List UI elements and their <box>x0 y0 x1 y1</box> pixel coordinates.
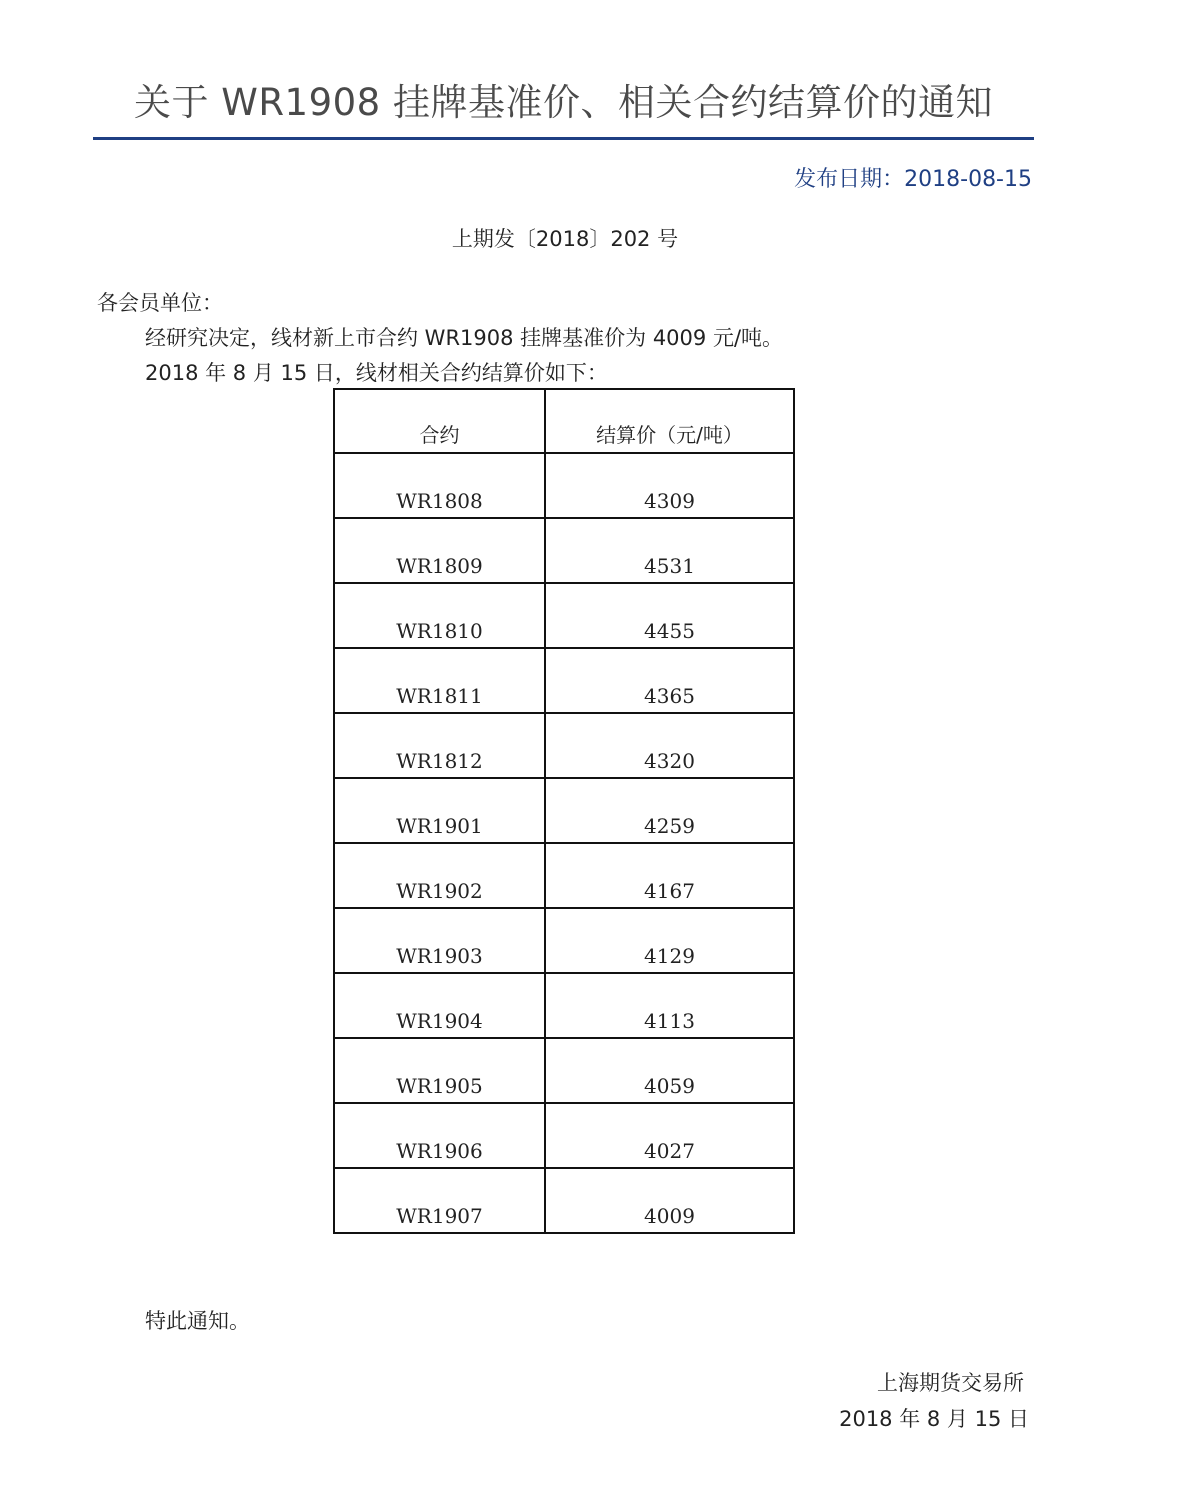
table-row <box>334 908 794 973</box>
price-cell: 4309 <box>545 453 794 518</box>
publish-date: 发布日期：2018-08-15 <box>794 167 1032 192</box>
price-cell: 4167 <box>545 843 794 908</box>
header-settlement-price: 结算价（元/吨） <box>545 389 794 453</box>
price-cell: 4129 <box>545 908 794 973</box>
price-cell: 4259 <box>545 778 794 843</box>
table-row <box>334 778 794 843</box>
salutation: 各会员单位： <box>97 291 223 315</box>
contract-cell: WR1902 <box>334 843 545 908</box>
price-cell: 4009 <box>545 1168 794 1233</box>
table-row <box>334 843 794 908</box>
contract-cell: WR1907 <box>334 1168 545 1233</box>
page-title: 关于 WR1908 挂牌基准价、相关合约结算价的通知 <box>134 81 993 124</box>
contract-cell: WR1906 <box>334 1103 545 1168</box>
price-cell: 4320 <box>545 713 794 778</box>
contract-cell: WR1903 <box>334 908 545 973</box>
contract-cell: WR1901 <box>334 778 545 843</box>
table-row <box>334 973 794 1038</box>
table-row <box>334 1103 794 1168</box>
price-cell: 4113 <box>545 973 794 1038</box>
paragraph-settlement-intro: 2018 年 8 月 15 日，线材相关合约结算价如下： <box>145 361 608 385</box>
table-row <box>334 583 794 648</box>
issue-date: 2018 年 8 月 15 日 <box>839 1407 1029 1431</box>
paragraph-base-price: 经研究决定，线材新上市合约 WR1908 挂牌基准价为 4009 元/吨。 <box>145 326 784 350</box>
price-cell: 4027 <box>545 1103 794 1168</box>
table-row <box>334 518 794 583</box>
price-cell: 4365 <box>545 648 794 713</box>
price-cell: 4531 <box>545 518 794 583</box>
contract-cell: WR1812 <box>334 713 545 778</box>
header-contract: 合约 <box>334 389 545 453</box>
table-header-row <box>334 389 794 453</box>
contract-cell: WR1808 <box>334 453 545 518</box>
closing-remark: 特此通知。 <box>145 1309 250 1333</box>
contract-cell: WR1809 <box>334 518 545 583</box>
title-divider <box>93 137 1034 140</box>
contract-cell: WR1811 <box>334 648 545 713</box>
table-row <box>334 1038 794 1103</box>
price-cell: 4455 <box>545 583 794 648</box>
contract-cell: WR1905 <box>334 1038 545 1103</box>
table-row <box>334 453 794 518</box>
settlement-price-table <box>333 388 795 1234</box>
document-number: 上期发〔2018〕202 号 <box>451 227 679 251</box>
issuer-name: 上海期货交易所 <box>877 1371 1024 1395</box>
table-row <box>334 648 794 713</box>
table-row <box>334 1168 794 1233</box>
price-cell: 4059 <box>545 1038 794 1103</box>
table-row <box>334 713 794 778</box>
contract-cell: WR1810 <box>334 583 545 648</box>
contract-cell: WR1904 <box>334 973 545 1038</box>
